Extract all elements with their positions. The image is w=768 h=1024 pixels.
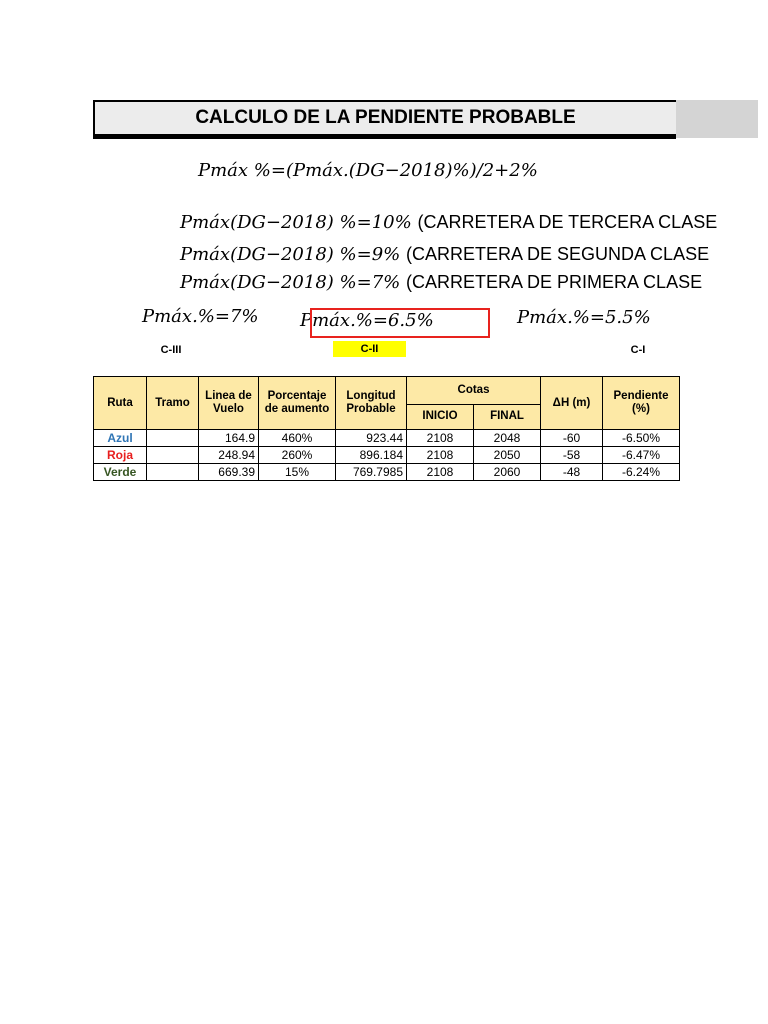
cell-inicio: 2108 xyxy=(407,447,474,464)
table-row xyxy=(94,430,680,447)
formula-line-3-text: (CARRETERA DE PRIMERA CLASE xyxy=(406,272,703,292)
cell-dh: -48 xyxy=(541,464,603,481)
formula-line-2-math: Pmáx(DG−2018) %=9% xyxy=(180,244,401,265)
header-linea: Linea de Vuelo xyxy=(199,377,259,430)
result-c2-text: Pmáx.%=6.5% xyxy=(300,310,434,331)
cell-longitud: 769.7985 xyxy=(336,464,407,481)
header-ruta: Ruta xyxy=(94,377,147,430)
result-c3 xyxy=(142,306,259,327)
category-c1: C-I xyxy=(630,344,646,356)
cell-final: 2048 xyxy=(474,430,541,447)
category-c3: C-III xyxy=(160,344,182,356)
cell-inicio: 2108 xyxy=(407,430,474,447)
cell-ruta: Roja xyxy=(94,447,147,464)
formula-line-3 xyxy=(180,272,702,293)
cell-ruta: Verde xyxy=(94,464,147,481)
formula-line-2 xyxy=(180,244,709,265)
cell-longitud: 923.44 xyxy=(336,430,407,447)
route-table xyxy=(93,376,680,481)
cell-porcentaje: 15% xyxy=(259,464,336,481)
table-row xyxy=(94,464,680,481)
header-longitud: Longitud Probable xyxy=(336,377,407,430)
cell-tramo xyxy=(147,464,199,481)
result-c3-text: Pmáx.%=7% xyxy=(142,306,259,327)
cell-final: 2060 xyxy=(474,464,541,481)
header-tramo: Tramo xyxy=(147,377,199,430)
cell-longitud: 896.184 xyxy=(336,447,407,464)
formula-line-1 xyxy=(180,212,717,233)
header-final: FINAL xyxy=(474,404,541,429)
cell-porcentaje: 260% xyxy=(259,447,336,464)
formula-line-2-text: (CARRETERA DE SEGUNDA CLASE xyxy=(406,244,710,264)
formula-line-1-math: Pmáx(DG−2018) %=10% xyxy=(180,212,412,233)
result-c1 xyxy=(517,307,651,328)
header-dh: ΔH (m) xyxy=(541,377,603,430)
cell-ruta: Azul xyxy=(94,430,147,447)
result-c1-text: Pmáx.%=5.5% xyxy=(517,307,651,328)
cell-dh: -58 xyxy=(541,447,603,464)
category-c2: C-II xyxy=(333,341,406,357)
sheet-edge-fill xyxy=(676,100,758,138)
selected-result-box xyxy=(310,308,490,338)
cell-tramo xyxy=(147,430,199,447)
cell-final: 2050 xyxy=(474,447,541,464)
header-pendiente: Pendiente (%) xyxy=(603,377,680,430)
cell-pendiente: -6.50% xyxy=(603,430,680,447)
cell-dh: -60 xyxy=(541,430,603,447)
cell-linea: 164.9 xyxy=(199,430,259,447)
header-cotas: Cotas xyxy=(407,377,541,405)
cell-inicio: 2108 xyxy=(407,464,474,481)
formula-line-3-math: Pmáx(DG−2018) %=7% xyxy=(180,272,401,293)
cell-linea: 248.94 xyxy=(199,447,259,464)
cell-pendiente: -6.47% xyxy=(603,447,680,464)
formula-main xyxy=(198,160,538,181)
page-title-text: CALCULO DE LA PENDIENTE PROBABLE xyxy=(195,107,576,128)
cell-linea: 669.39 xyxy=(199,464,259,481)
table-header-row xyxy=(94,377,680,405)
formula-line-1-text: (CARRETERA DE TERCERA CLASE xyxy=(417,212,718,232)
header-inicio: INICIO xyxy=(407,404,474,429)
formula-main-text: Pmáx %=(Pmáx.(DG−2018)%)/2+2% xyxy=(198,160,538,181)
header-porcentaje: Porcentaje de aumento xyxy=(259,377,336,430)
cell-pendiente: -6.24% xyxy=(603,464,680,481)
cell-tramo xyxy=(147,447,199,464)
cell-porcentaje: 460% xyxy=(259,430,336,447)
table-row xyxy=(94,447,680,464)
